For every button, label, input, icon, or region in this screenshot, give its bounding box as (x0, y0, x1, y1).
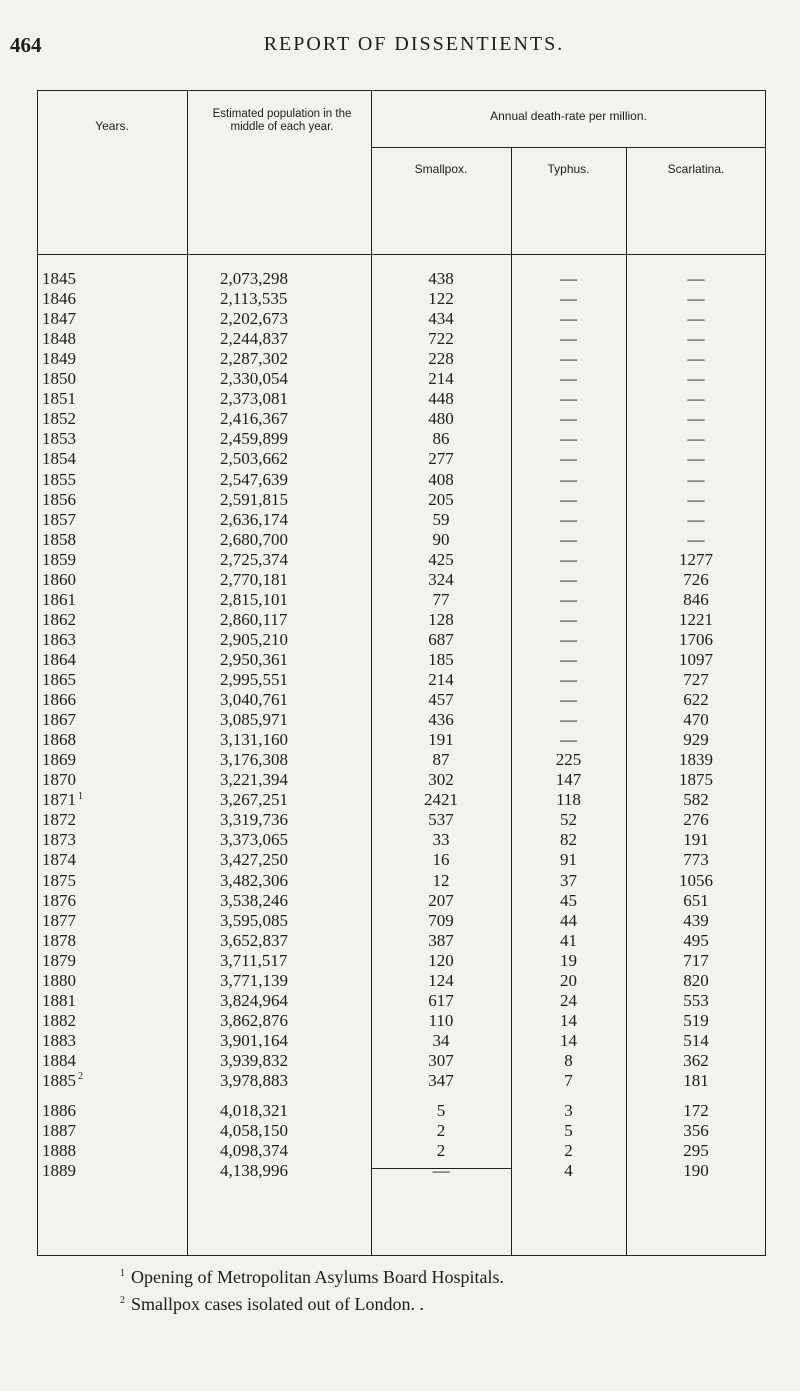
table-row (37, 1121, 766, 1141)
population-cell: 3,711,517 (220, 950, 288, 970)
table-row (37, 810, 766, 830)
population-cell: 2,995,551 (220, 670, 288, 689)
page-number: 464 (10, 33, 42, 57)
scarlatina-cell: 1875 (679, 770, 713, 790)
table-row (37, 830, 766, 850)
smallpox-cell: 90 (432, 529, 450, 549)
typhus-cell: 225 (555, 750, 582, 770)
typhus-cell: 3 (564, 1101, 573, 1121)
typhus-cell: — (560, 329, 577, 349)
scarlatina-cell: 190 (683, 1161, 709, 1181)
population-cell: 3,939,832 (220, 1050, 288, 1070)
table-row (37, 289, 766, 309)
year-cell: 1871 $^1$ (42, 790, 83, 810)
typhus-cell: — (560, 429, 577, 449)
table-row (37, 871, 766, 891)
header-typhus: Typhus. (547, 162, 590, 176)
year-cell: 1846 (42, 289, 76, 309)
year-cell: 1854 (42, 449, 76, 469)
scarlatina-cell: 362 (683, 1050, 709, 1070)
scarlatina-cell: 773 (683, 850, 709, 870)
population-cell: 3,176,308 (220, 750, 288, 770)
scarlatina-cell: 1277 (679, 549, 713, 569)
year-cell: 1876 (42, 890, 76, 910)
scarlatina-cell: 1839 (679, 750, 713, 770)
smallpox-cell: 207 (428, 890, 454, 910)
table-row (37, 991, 766, 1011)
scarlatina-cell: 622 (683, 690, 709, 710)
year-cell: 1886 (42, 1101, 76, 1121)
scarlatina-cell: 1056 (679, 870, 713, 890)
year-cell: 1878 (42, 930, 76, 950)
year-cell: 1879 (42, 950, 76, 970)
year-cell: 1874 (42, 850, 76, 870)
smallpox-cell: 86 (432, 429, 450, 449)
population-cell: 3,221,394 (220, 770, 288, 790)
smallpox-cell: 722 (428, 329, 454, 349)
footnote-text: Smallpox cases isolated out of London. . (131, 1294, 424, 1314)
table-row (37, 891, 766, 911)
table-row (37, 369, 766, 389)
smallpox-cell: 434 (428, 309, 454, 329)
table-row (37, 1011, 766, 1031)
population-cell: 4,098,374 (220, 1141, 288, 1161)
smallpox-cell: 387 (428, 930, 454, 950)
population-cell: 2,244,837 (220, 329, 288, 349)
scarlatina-cell: — (687, 489, 705, 509)
smallpox-cell: 687 (428, 629, 454, 649)
scarlatina-cell: 820 (683, 970, 709, 990)
population-cell: 2,373,081 (220, 389, 288, 409)
header-population: Estimated population in the middle of each year. (212, 108, 352, 133)
table-row (37, 1141, 766, 1161)
smallpox-cell: 77 (432, 589, 450, 609)
population-cell: 2,815,101 (220, 589, 288, 609)
smallpox-cell: 448 (428, 389, 454, 409)
population-cell: 3,901,164 (220, 1030, 288, 1050)
smallpox-cell: 12 (432, 870, 450, 890)
table-row (37, 1051, 766, 1071)
header-years: Years. (95, 119, 129, 133)
typhus-cell: — (560, 690, 577, 710)
year-cell: 1856 (42, 489, 76, 509)
year-cell: 1873 (42, 830, 76, 850)
table-row (37, 931, 766, 951)
typhus-cell: — (560, 549, 577, 569)
typhus-cell: — (560, 289, 577, 309)
footnote-mark: 1 (120, 1268, 125, 1279)
smallpox-cell: 205 (428, 489, 454, 509)
running-head: REPORT OF DISSENTIENTS. (263, 33, 565, 55)
year-cell: 1888 (42, 1141, 76, 1161)
population-cell: 3,824,964 (220, 990, 288, 1010)
year-cell: 1849 (42, 349, 76, 369)
population-cell: 2,950,361 (220, 649, 288, 669)
population-cell: 3,427,250 (220, 850, 288, 870)
typhus-cell: — (560, 269, 577, 288)
table-row (37, 349, 766, 369)
scarlatina-cell: 519 (683, 1010, 709, 1030)
table-row (37, 710, 766, 730)
population-cell: 2,330,054 (220, 369, 288, 389)
population-cell: 3,771,139 (220, 970, 288, 990)
scarlatina-cell: 191 (683, 830, 709, 850)
scarlatina-cell: 1097 (679, 649, 713, 669)
smallpox-cell: 436 (428, 710, 454, 730)
table-row (37, 550, 766, 570)
table-row (37, 530, 766, 550)
year-cell: 1882 (42, 1010, 76, 1030)
table-row (37, 309, 766, 329)
table-row (37, 790, 766, 810)
population-cell: 2,591,815 (220, 489, 288, 509)
smallpox-cell: 33 (432, 830, 450, 850)
population-cell: 2,860,117 (220, 609, 288, 629)
deathrate-subheader-rule (371, 147, 766, 148)
header-smallpox: Smallpox. (414, 162, 468, 176)
year-cell: 1868 (42, 730, 76, 750)
year-cell: 1866 (42, 690, 76, 710)
scarlatina-cell: 439 (683, 910, 709, 930)
smallpox-cell: 87 (432, 750, 450, 770)
smallpox-cell: 617 (428, 990, 454, 1010)
scarlatina-cell: 651 (683, 890, 709, 910)
population-cell: 2,459,899 (220, 429, 288, 449)
year-cell: 1869 (42, 750, 76, 770)
population-cell: 2,725,374 (220, 549, 288, 569)
year-cell: 1851 (42, 389, 76, 409)
table-row (37, 650, 766, 670)
population-cell: 3,040,761 (220, 690, 288, 710)
year-cell: 1885 $^2$ (42, 1071, 83, 1090)
scarlatina-cell: — (687, 269, 705, 288)
typhus-cell: 2 (564, 1141, 573, 1161)
population-cell: 2,287,302 (220, 349, 288, 369)
table-row (37, 1161, 766, 1181)
typhus-cell: 44 (560, 910, 577, 930)
scarlatina-cell: 295 (683, 1141, 709, 1161)
table-row (37, 610, 766, 630)
scarlatina-cell: 470 (683, 710, 709, 730)
scarlatina-cell: 1221 (679, 609, 713, 629)
smallpox-cell: 347 (428, 1071, 454, 1090)
scarlatina-cell: — (687, 429, 705, 449)
year-cell: 1877 (42, 910, 76, 930)
typhus-cell: — (560, 449, 577, 469)
scarlatina-cell: 553 (683, 990, 709, 1010)
population-cell: 4,058,150 (220, 1121, 288, 1141)
population-cell: 3,267,251 (220, 790, 288, 810)
typhus-cell: — (560, 349, 577, 369)
year-cell: 1855 (42, 469, 76, 489)
table-row (37, 630, 766, 650)
table-row (37, 470, 766, 490)
typhus-cell: — (560, 509, 577, 529)
typhus-cell: — (560, 569, 577, 589)
smallpox-cell: 457 (428, 690, 454, 710)
scarlatina-cell: — (687, 469, 705, 489)
typhus-cell: 37 (560, 870, 577, 890)
population-cell: 4,138,996 (220, 1161, 288, 1181)
smallpox-cell: 2 (436, 1121, 446, 1141)
table-row (37, 1101, 766, 1121)
year-cell: 1862 (42, 609, 76, 629)
population-cell: 2,636,174 (220, 509, 288, 529)
population-cell: 3,482,306 (220, 870, 288, 890)
typhus-cell: 20 (560, 970, 577, 990)
table-row (37, 409, 766, 429)
population-cell: 4,018,321 (220, 1101, 288, 1121)
smallpox-cell: 110 (428, 1010, 454, 1030)
table-row (37, 590, 766, 610)
table-row (37, 389, 766, 409)
scarlatina-cell: 495 (683, 930, 709, 950)
table-row (37, 730, 766, 750)
scarlatina-cell: 181 (683, 1071, 709, 1090)
smallpox-cell: 214 (428, 369, 454, 389)
table-row (37, 971, 766, 991)
typhus-cell: 91 (560, 850, 577, 870)
scarlatina-cell: 929 (683, 730, 709, 750)
scarlatina-cell: 726 (683, 569, 709, 589)
population-cell: 3,131,160 (220, 730, 288, 750)
year-cell: 1845 (42, 269, 76, 288)
year-cell: 1859 (42, 549, 76, 569)
smallpox-cell: 537 (428, 810, 454, 830)
footnote-1 (120, 1262, 504, 1289)
scarlatina-cell: — (687, 289, 705, 309)
scarlatina-cell: 846 (683, 589, 709, 609)
typhus-cell: — (560, 529, 577, 549)
year-cell: 1848 (42, 329, 76, 349)
header-deathrate: Annual death-rate per million. (490, 109, 647, 123)
scarlatina-cell: 276 (683, 810, 709, 830)
population-cell: 2,770,181 (220, 569, 288, 589)
typhus-cell: 8 (564, 1050, 573, 1070)
typhus-cell: — (560, 589, 577, 609)
year-cell: 1864 (42, 649, 76, 669)
table-row (37, 329, 766, 349)
typhus-cell: — (560, 469, 577, 489)
typhus-cell: 118 (556, 790, 581, 810)
table-row (37, 429, 766, 449)
footnote-2 (120, 1289, 504, 1316)
year-cell: 1853 (42, 429, 76, 449)
footnote-ref: 1 (78, 790, 83, 802)
typhus-cell: — (560, 730, 577, 750)
typhus-cell: — (560, 649, 577, 669)
smallpox-cell: 277 (428, 449, 454, 469)
scarlatina-cell: 582 (683, 790, 709, 810)
typhus-cell: — (560, 670, 577, 689)
scarlatina-cell: 172 (683, 1101, 709, 1121)
typhus-cell: 14 (560, 1010, 577, 1030)
table-row (37, 911, 766, 931)
table-row (37, 750, 766, 770)
smallpox-cell: 302 (428, 770, 454, 790)
table-row (37, 670, 766, 690)
typhus-cell: — (560, 710, 577, 730)
population-cell: 2,416,367 (220, 409, 288, 429)
year-cell: 1867 (42, 710, 76, 730)
year-cell: 1860 (42, 569, 76, 589)
smallpox-cell: 59 (432, 509, 450, 529)
year-cell: 1865 (42, 670, 76, 689)
population-cell: 2,113,535 (220, 289, 288, 309)
table-row (37, 770, 766, 790)
typhus-cell: — (560, 409, 577, 429)
population-cell: 2,547,639 (220, 469, 288, 489)
smallpox-cell: 438 (428, 269, 454, 288)
typhus-cell: 5 (564, 1121, 573, 1141)
typhus-cell: — (560, 309, 577, 329)
year-cell: 1863 (42, 629, 76, 649)
table-row (37, 1071, 766, 1091)
year-cell: 1857 (42, 509, 76, 529)
year-cell: 1847 (42, 309, 76, 329)
scarlatina-cell: — (687, 309, 705, 329)
year-cell: 1881 (42, 990, 76, 1010)
year-cell: 1875 (42, 870, 76, 890)
smallpox-cell: 408 (428, 469, 454, 489)
year-cell: 1872 (42, 810, 76, 830)
typhus-cell: 19 (560, 950, 577, 970)
scarlatina-cell: — (687, 369, 705, 389)
population-cell: 2,503,662 (220, 449, 288, 469)
population-cell: 3,538,246 (220, 890, 288, 910)
table-row (37, 570, 766, 590)
scarlatina-cell: — (687, 349, 705, 369)
smallpox-cell: 214 (428, 670, 454, 689)
smallpox-cell: 120 (428, 950, 454, 970)
smallpox-cell: 709 (428, 910, 454, 930)
scarlatina-cell: 356 (683, 1121, 709, 1141)
typhus-cell: 14 (560, 1030, 577, 1050)
table-row (37, 690, 766, 710)
population-cell: 3,595,085 (220, 910, 288, 930)
year-cell: 1850 (42, 369, 76, 389)
typhus-cell: 7 (564, 1071, 573, 1090)
typhus-cell: — (560, 369, 577, 389)
table-row (37, 269, 766, 289)
typhus-cell: — (560, 629, 577, 649)
scarlatina-cell: — (687, 509, 705, 529)
typhus-cell: 52 (560, 810, 577, 830)
footnote-mark: 2 (120, 1295, 125, 1306)
population-cell: 3,085,971 (220, 710, 288, 730)
population-cell: 3,652,837 (220, 930, 288, 950)
typhus-cell: 4 (564, 1161, 573, 1181)
smallpox-cell: 307 (428, 1050, 454, 1070)
scarlatina-cell: — (687, 529, 705, 549)
smallpox-cell: 425 (428, 549, 454, 569)
typhus-cell: 82 (560, 830, 577, 850)
population-cell: 2,680,700 (220, 529, 288, 549)
footnote-text: Opening of Metropolitan Asylums Board Hospitals. (131, 1267, 504, 1287)
year-cell: 1852 (42, 409, 76, 429)
population-cell: 3,373,065 (220, 830, 288, 850)
scarlatina-cell: 727 (683, 670, 709, 689)
smallpox-cell: 185 (428, 649, 454, 669)
year-cell: 1884 (42, 1050, 76, 1070)
population-cell: 2,073,298 (220, 269, 288, 288)
year-cell: 1889 (42, 1161, 76, 1181)
typhus-cell: 45 (560, 890, 577, 910)
header-bottom-rule (37, 254, 766, 255)
population-cell: 2,202,673 (220, 309, 288, 329)
year-cell: 1880 (42, 970, 76, 990)
typhus-cell: 24 (560, 990, 577, 1010)
scarlatina-cell: 717 (683, 950, 709, 970)
scarlatina-cell: 514 (683, 1030, 709, 1050)
smallpox-cell: 191 (428, 730, 454, 750)
smallpox-cell: 2 (436, 1141, 446, 1161)
scarlatina-cell: — (687, 449, 705, 469)
typhus-cell: — (560, 609, 577, 629)
smallpox-cell: 2421 (424, 790, 458, 810)
table-row (37, 850, 766, 870)
header-scarlatina: Scarlatina. (667, 162, 725, 176)
table-row (37, 951, 766, 971)
population-cell: 3,319,736 (220, 810, 288, 830)
scarlatina-cell: — (687, 389, 705, 409)
year-cell: 1870 (42, 770, 76, 790)
table-row (37, 490, 766, 510)
smallpox-cell: 324 (428, 569, 454, 589)
year-cell: 1861 (42, 589, 76, 609)
footnote-ref: 2 (78, 1071, 83, 1083)
smallpox-cell: 16 (432, 850, 450, 870)
smallpox-cell: 122 (428, 289, 454, 309)
population-cell: 3,862,876 (220, 1010, 288, 1030)
smallpox-cell: 480 (428, 409, 454, 429)
typhus-cell: — (560, 489, 577, 509)
typhus-cell: — (560, 389, 577, 409)
table-row (37, 510, 766, 530)
population-cell: 3,978,883 (220, 1071, 288, 1090)
typhus-cell: 41 (560, 930, 577, 950)
population-cell: 2,905,210 (220, 629, 288, 649)
smallpox-cell: 128 (428, 609, 454, 629)
scarlatina-cell: — (687, 329, 705, 349)
year-cell: 1858 (42, 529, 76, 549)
year-cell: 1887 (42, 1121, 76, 1141)
smallpox-cell: 124 (428, 970, 454, 990)
death-rate-table (37, 90, 766, 1256)
table-row (37, 1031, 766, 1051)
scarlatina-cell: 1706 (679, 629, 713, 649)
smallpox-cell: 34 (432, 1030, 450, 1050)
smallpox-cell: — (432, 1161, 450, 1181)
smallpox-cell: 228 (428, 349, 454, 369)
scarlatina-cell: — (687, 409, 705, 429)
typhus-cell: 147 (555, 770, 582, 790)
footnotes (120, 1262, 504, 1316)
smallpox-cell: 5 (436, 1101, 446, 1121)
table-top-rule (37, 90, 766, 91)
table-row (37, 449, 766, 469)
year-cell: 1883 (42, 1030, 76, 1050)
